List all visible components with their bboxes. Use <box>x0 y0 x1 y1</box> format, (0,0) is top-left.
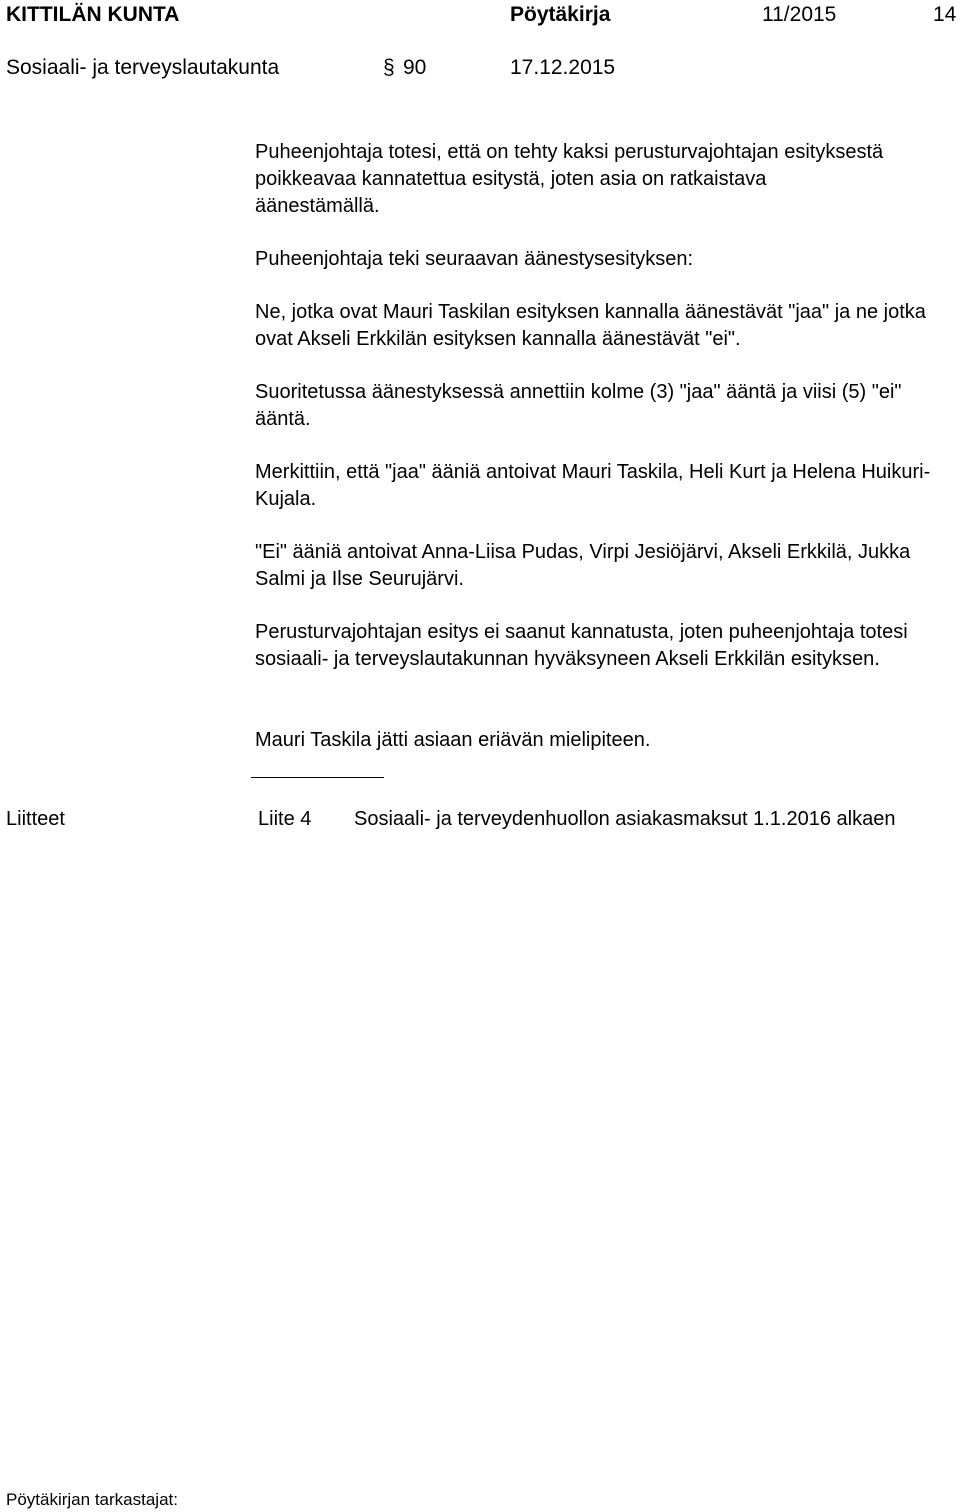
paragraph-vote-result: Suoritetussa äänestyksessä annettiin kolme (3) "jaa" ääntä ja viisi (5) "ei" ääntä. <box>255 381 902 430</box>
reviewers-label: Pöytäkirjan tarkastajat: <box>6 1490 178 1509</box>
attachments-label: Liitteet <box>6 808 65 830</box>
section-number: 90 <box>403 56 427 79</box>
paragraph-yes-votes: Merkittiin, että "jaa" ääniä antoivat Mauri Taskila, Heli Kurt ja Helena Huikuri-Kujala. <box>255 461 931 510</box>
document-number: 11/2015 <box>762 3 837 26</box>
paragraph-decision: Perusturvajohtajan esitys ei saanut kannatusta, joten puheenjohtaja totesi sosiaali- ja terveyslautakunnan hyväksyneen Akseli Erkkilän esityksen. <box>255 621 908 670</box>
document-type: Pöytäkirja <box>510 3 611 26</box>
section-symbol: § <box>383 56 395 79</box>
municipality-name: KITTILÄN KUNTA <box>6 3 180 26</box>
board-name: Sosiaali- ja terveyslautakunta <box>6 56 280 79</box>
page-number: 14 <box>933 3 957 26</box>
paragraph-vote-needed: Puheenjohtaja totesi, että on tehty kaksi perusturvajohtajan esityksestä poikkeavaa kannatettua esitystä, joten asia on ratkaistava äänestämällä. <box>255 141 884 217</box>
paragraph-vote-options: Ne, jotka ovat Mauri Taskilan esityksen kannalla äänestävät "jaa" ja ne jotka ovat Akseli Erkkilän esityksen kannalla äänestävät "ei". <box>255 301 926 350</box>
paragraph-vote-proposal: Puheenjohtaja teki seuraavan äänestysesityksen: <box>255 248 694 270</box>
attachment-id: Liite 4 <box>258 808 312 830</box>
section-end-rule <box>251 777 384 778</box>
paragraph-no-votes: "Ei" ääniä antoivat Anna-Liisa Pudas, Virpi Jesiöjärvi, Akseli Erkkilä, Jukka Salmi ja Ilse Seurujärvi. <box>255 541 911 590</box>
attachment-title: Sosiaali- ja terveydenhuollon asiakasmaksut 1.1.2016 alkaen <box>354 808 896 830</box>
paragraph-dissent: Mauri Taskila jätti asiaan eriävän mielipiteen. <box>255 729 651 751</box>
meeting-date: 17.12.2015 <box>510 56 616 79</box>
